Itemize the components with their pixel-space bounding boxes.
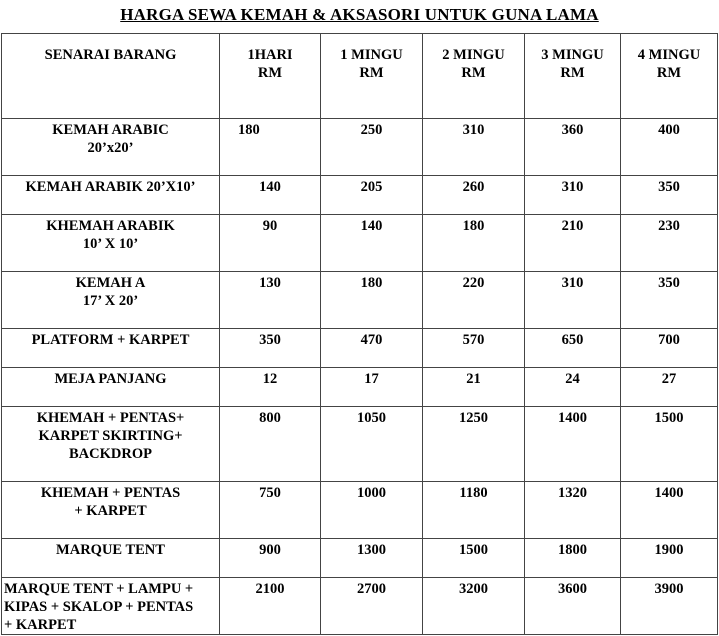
price-cell: 180 [423, 215, 525, 272]
price-cell: 90 [220, 215, 321, 272]
price-cell: 1900 [621, 539, 718, 578]
price-cell: 140 [220, 176, 321, 215]
price-cell: 700 [621, 329, 718, 368]
header-col-1mingu: 1 MINGU RM [321, 34, 423, 119]
table-row [2, 482, 718, 539]
item-name: PLATFORM + KARPET [2, 329, 220, 368]
price-cell: 230 [621, 215, 718, 272]
header-col-2mingu: 2 MINGU RM [423, 34, 525, 119]
price-cell: 650 [525, 329, 621, 368]
price-cell: 3600 [525, 578, 621, 635]
price-cell: 1180 [423, 482, 525, 539]
price-cell: 310 [423, 119, 525, 176]
price-cell: 3200 [423, 578, 525, 635]
price-cell: 1000 [321, 482, 423, 539]
price-cell: 310 [525, 272, 621, 329]
price-cell: 2700 [321, 578, 423, 635]
item-name: MARQUE TENT [2, 539, 220, 578]
price-cell: 350 [621, 272, 718, 329]
price-cell: 130 [220, 272, 321, 329]
price-cell: 1400 [621, 482, 718, 539]
table-row [2, 215, 718, 272]
item-name: KEMAH ARABIK 20’X10’ [2, 176, 220, 215]
table-row [2, 176, 718, 215]
price-cell: 800 [220, 407, 321, 482]
item-name: KEMAH ARABIC 20’x20’ [2, 119, 220, 176]
price-cell: 210 [525, 215, 621, 272]
price-cell: 1320 [525, 482, 621, 539]
item-name: KHEMAH ARABIK 10’ X 10’ [2, 215, 220, 272]
price-table [1, 33, 718, 635]
price-cell: 180 [321, 272, 423, 329]
table-row [2, 578, 718, 635]
price-cell: 1500 [621, 407, 718, 482]
price-cell: 900 [220, 539, 321, 578]
price-cell: 360 [525, 119, 621, 176]
price-cell: 350 [220, 329, 321, 368]
header-col-4mingu: 4 MINGU RM [621, 34, 718, 119]
page-title: HARGA SEWA KEMAH & AKSASORI UNTUK GUNA LAMA [120, 5, 599, 24]
price-cell: 570 [423, 329, 525, 368]
header-col-1hari: 1HARI RM [220, 34, 321, 119]
price-cell: 220 [423, 272, 525, 329]
price-cell: 400 [621, 119, 718, 176]
price-cell: 310 [525, 176, 621, 215]
header-item: SENARAI BARANG [2, 34, 220, 119]
item-name: MARQUE TENT + LAMPU + KIPAS + SKALOP + PENTAS + KARPET [2, 578, 220, 635]
price-cell: 27 [621, 368, 718, 407]
price-cell: 1300 [321, 539, 423, 578]
item-name: MEJA PANJANG [2, 368, 220, 407]
price-cell: 17 [321, 368, 423, 407]
item-name: KHEMAH + PENTAS + KARPET [2, 482, 220, 539]
table-row [2, 272, 718, 329]
table-row [2, 539, 718, 578]
header-row [2, 34, 718, 119]
price-cell: 260 [423, 176, 525, 215]
price-cell: 205 [321, 176, 423, 215]
item-name: KEMAH A 17’ X 20’ [2, 272, 220, 329]
price-cell: 350 [621, 176, 718, 215]
price-cell: 1250 [423, 407, 525, 482]
table-row [2, 329, 718, 368]
table-row [2, 368, 718, 407]
price-cell: 1500 [423, 539, 525, 578]
price-cell: 1400 [525, 407, 621, 482]
price-cell: 3900 [621, 578, 718, 635]
table-row [2, 407, 718, 482]
price-cell: 12 [220, 368, 321, 407]
price-cell: 750 [220, 482, 321, 539]
item-name: KHEMAH + PENTAS+ KARPET SKIRTING+ BACKDROP [2, 407, 220, 482]
price-cell: 21 [423, 368, 525, 407]
price-cell: 180 [220, 119, 321, 176]
header-col-3mingu: 3 MINGU RM [525, 34, 621, 119]
price-cell: 24 [525, 368, 621, 407]
price-cell: 1050 [321, 407, 423, 482]
table-row [2, 119, 718, 176]
price-cell: 470 [321, 329, 423, 368]
price-cell: 2100 [220, 578, 321, 635]
price-cell: 1800 [525, 539, 621, 578]
price-cell: 250 [321, 119, 423, 176]
price-cell: 140 [321, 215, 423, 272]
